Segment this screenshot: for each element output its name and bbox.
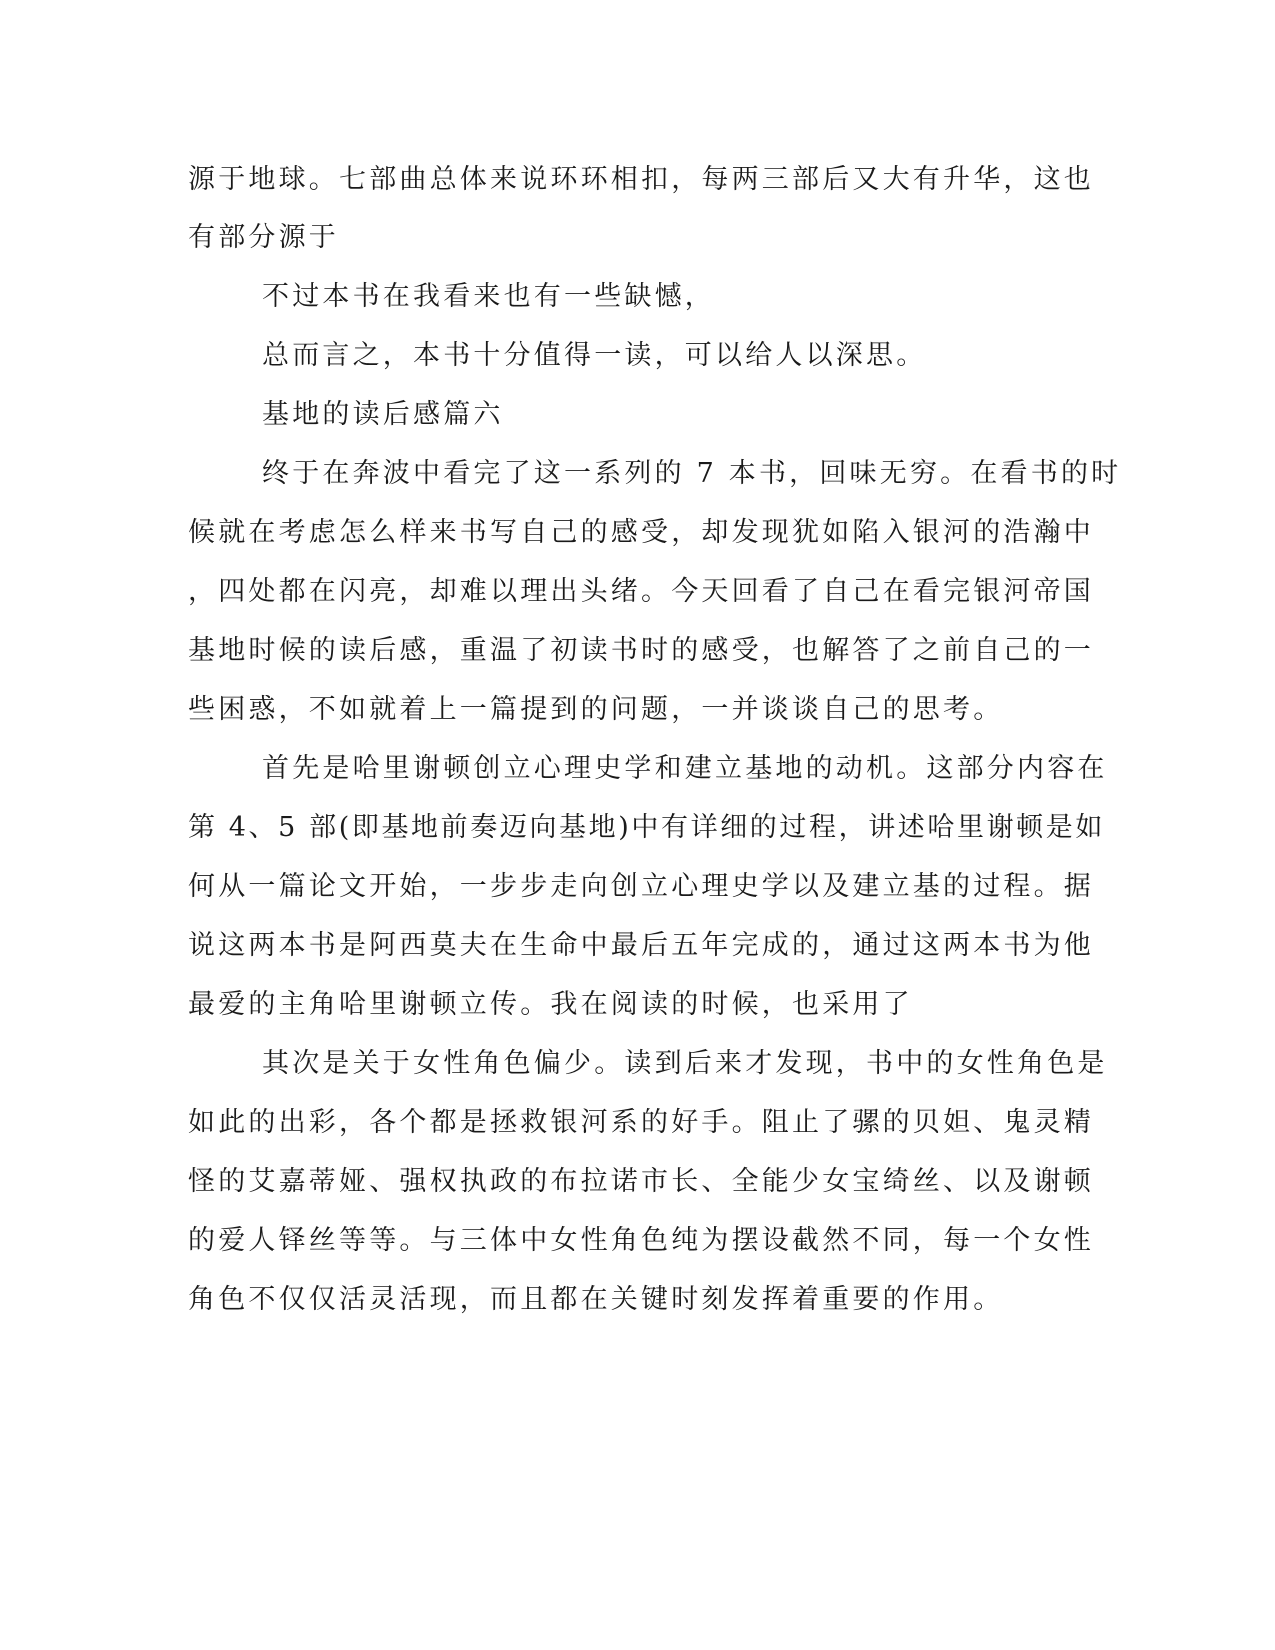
- text-line: 有部分源于: [188, 222, 339, 253]
- text-line: 角色不仅仅活灵活现，而且都在关键时刻发挥着重要的作用。: [188, 1284, 1004, 1315]
- text-line: 基地时候的读后感，重温了初读书时的感受，也解答了之前自己的一: [188, 635, 1094, 666]
- text-line: 的爱人铎丝等等。与三体中女性角色纯为摆设截然不同，每一个女性: [188, 1225, 1094, 1256]
- text-line: 候就在考虑怎么样来书写自己的感受，却发现犹如陷入银河的浩瀚中: [188, 517, 1094, 548]
- text-line: 首先是哈里谢顿创立心理史学和建立基地的动机。这部分内容在: [262, 753, 1108, 784]
- text-line: 其次是关于女性角色偏少。读到后来才发现，书中的女性角色是: [262, 1048, 1108, 1079]
- text-line: 如此的出彩，各个都是拯救银河系的好手。阻止了骡的贝妲、鬼灵精: [188, 1107, 1094, 1138]
- text-line: 终于在奔波中看完了这一系列的 7 本书，回味无穷。在看书的时: [262, 458, 1122, 489]
- text-line: 不过本书在我看来也有一些缺憾，: [262, 281, 715, 312]
- text-line: 第 4、5 部(即基地前奏迈向基地)中有详细的过程，讲述哈里谢顿是如: [188, 812, 1105, 843]
- text-line: 怪的艾嘉蒂娅、强权执政的布拉诺市长、全能少女宝绮丝、以及谢顿: [188, 1166, 1094, 1197]
- text-line: 最爱的主角哈里谢顿立传。我在阅读的时候，也采用了: [188, 989, 913, 1020]
- text-line: 总而言之，本书十分值得一读，可以给人以深思。: [262, 340, 927, 371]
- text-line: 说这两本书是阿西莫夫在生命中最后五年完成的，通过这两本书为他: [188, 930, 1094, 961]
- text-line: ，四处都在闪亮，却难以理出头绪。今天回看了自己在看完银河帝国: [188, 576, 1094, 607]
- text-line: 些困惑，不如就着上一篇提到的问题，一并谈谈自己的思考。: [188, 694, 1004, 725]
- text-line: 何从一篇论文开始，一步步走向创立心理史学以及建立基的过程。据: [188, 871, 1094, 902]
- section-heading: 基地的读后感篇六: [262, 399, 504, 430]
- text-line: 源于地球。七部曲总体来说环环相扣，每两三部后又大有升华，这也: [188, 164, 1094, 195]
